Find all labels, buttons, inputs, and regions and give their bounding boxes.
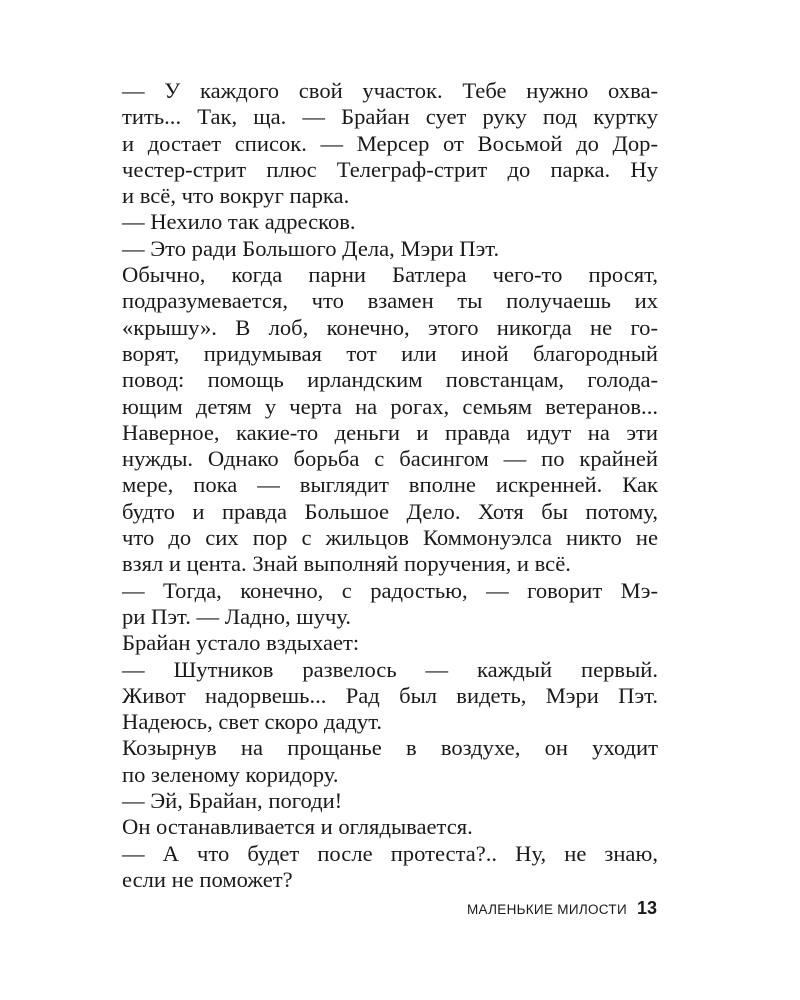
text-line: Живот надорвешь... Рад был видеть, Мэри Пэт. <box>122 682 658 708</box>
text-line: Обычно, когда парни Батлера чего-то просят, <box>122 262 658 288</box>
text-line: повод: помощь ирландским повстанцам, голода- <box>122 367 658 393</box>
text-line: — Это ради Большого Дела, Мэри Пэт. <box>122 235 500 261</box>
text-line: нужды. Однако борьба с басингом — по крайней <box>122 446 658 472</box>
text-line: — А что будет после протеста?.. Ну, не знаю, <box>122 840 658 866</box>
text-line: ющим детям у черта на рогах, семьям ветеранов... <box>122 393 658 419</box>
page-number: 13 <box>636 898 657 918</box>
text-line: подразумевается, что взамен ты получаешь их <box>122 288 658 314</box>
text-line: Он останавливается и оглядывается. <box>122 814 473 840</box>
text-line: Козырнув на прощанье в воздухе, он уходит <box>122 735 658 761</box>
text-line: Брайан устало вздыхает: <box>122 630 360 656</box>
text-line: — Эй, Брайан, погоди! <box>122 788 343 814</box>
text-line: взял и цента. Знай выполняй поручения, и всё. <box>122 551 571 577</box>
text-line: будто и правда Большое Дело. Хотя бы потому, <box>122 498 658 524</box>
page-footer <box>467 898 657 919</box>
text-line: Наверное, какие-то деньги и правда идут на эти <box>122 419 658 445</box>
body-text <box>122 78 658 893</box>
text-line: тить... Так, ща. — Брайан сует руку под куртку <box>122 104 658 130</box>
text-line: Надеюсь, свет скоро дадут. <box>122 709 383 735</box>
text-line: ворят, придумывая тот или иной благородный <box>122 340 658 366</box>
text-line: что до сих пор с жильцов Коммонуэлса никто не <box>122 525 658 551</box>
text-line: — Тогда, конечно, с радостью, — говорит Мэ- <box>122 577 658 603</box>
running-title: МАЛЕНЬКИЕ МИЛОСТИ <box>466 902 627 917</box>
text-line: честер-стрит плюс Телеграф-стрит до парка. Ну <box>122 156 658 182</box>
text-line: и всё, что вокруг парка. <box>122 183 350 209</box>
text-line: если не поможет? <box>122 866 293 892</box>
text-line: и достает список. — Мерсер от Восьмой до Дор- <box>122 130 658 156</box>
text-line: — Нехило так адресков. <box>122 209 356 235</box>
text-line: мере, пока — выглядит вполне искренней. Как <box>122 472 658 498</box>
text-line: ри Пэт. — Ладно, шучу. <box>122 603 352 629</box>
text-line: «крышу». В лоб, конечно, этого никогда не го- <box>122 314 658 340</box>
text-line: — У каждого свой участок. Тебе нужно охва- <box>122 78 658 103</box>
text-line: по зеленому коридору. <box>122 761 339 787</box>
text-line: — Шутников развелось — каждый первый. <box>122 656 658 682</box>
